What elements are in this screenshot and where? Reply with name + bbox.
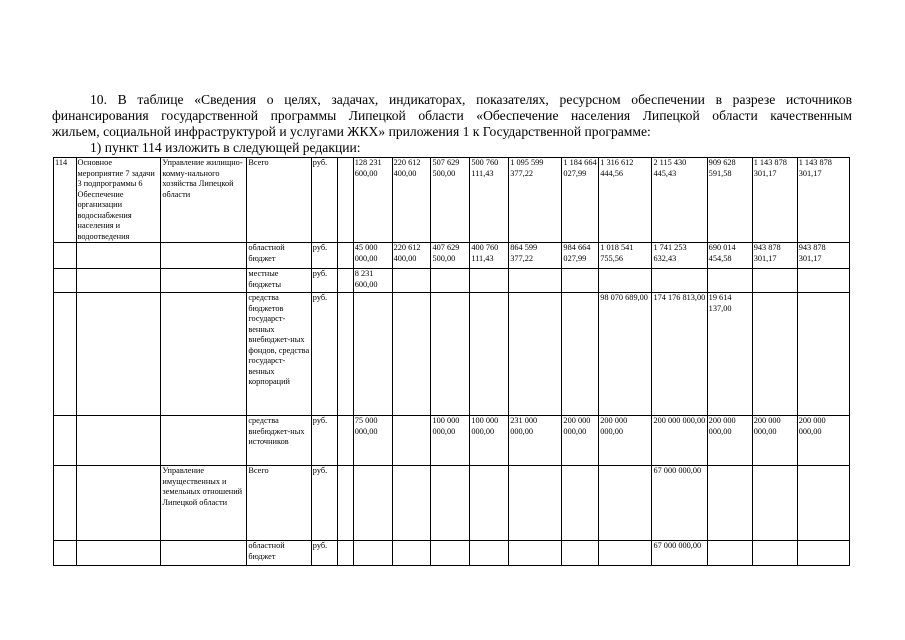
value-cell: 1 143 878 301,17: [797, 158, 849, 243]
source-cell: средства внебюджет-ных источников: [247, 416, 311, 466]
value-cell: [797, 541, 849, 566]
value-cell: [599, 269, 652, 293]
value-cell: [431, 466, 470, 541]
row-number-cell: [54, 269, 77, 293]
table-row: [54, 416, 850, 466]
value-cell: [338, 541, 353, 566]
value-cell: 1 316 612 444,56: [599, 158, 652, 243]
measure-cell: [76, 293, 161, 416]
value-cell: [353, 293, 392, 416]
value-cell: [509, 293, 562, 416]
unit-cell: руб.: [311, 466, 338, 541]
value-cell: 98 070 689,00: [599, 293, 652, 416]
row-number-cell: [54, 541, 77, 566]
value-cell: 1 741 253 632,43: [652, 243, 707, 269]
measure-cell: [76, 269, 161, 293]
executor-cell: [161, 243, 247, 269]
intro-paragraph-line-1: 10. В таблице «Сведения о целях, задачах, индикаторах, показателях, ресурсном обеспечении в разрезе источников: [90, 92, 852, 107]
value-cell: 200 000 000,00: [752, 416, 797, 466]
value-cell: [470, 269, 509, 293]
value-cell: 200 000 000,00: [797, 416, 849, 466]
value-cell: [797, 293, 849, 416]
unit-cell: руб.: [311, 416, 338, 466]
value-cell: 67 000 000,00: [652, 466, 707, 541]
value-cell: [562, 293, 599, 416]
unit-cell: руб.: [311, 541, 338, 566]
value-cell: 100 000 000,00: [431, 416, 470, 466]
value-cell: [752, 541, 797, 566]
value-cell: 45 000 000,00: [353, 243, 392, 269]
value-cell: [562, 269, 599, 293]
table-row: [54, 269, 850, 293]
unit-cell: руб.: [311, 293, 338, 416]
value-cell: [752, 269, 797, 293]
table-body: [54, 158, 850, 566]
program-table: [53, 157, 850, 566]
value-cell: [431, 541, 470, 566]
executor-cell: Управление жилищно-комму-нального хозяйства Липецкой области: [161, 158, 247, 243]
value-cell: [509, 269, 562, 293]
value-cell: 690 014 454,58: [707, 243, 752, 269]
value-cell: [599, 466, 652, 541]
value-cell: [752, 293, 797, 416]
value-cell: [509, 466, 562, 541]
value-cell: [562, 466, 599, 541]
value-cell: 2 115 430 445,43: [652, 158, 707, 243]
value-cell: 220 612 400,00: [392, 243, 431, 269]
value-cell: [338, 269, 353, 293]
value-cell: [353, 541, 392, 566]
measure-cell: [76, 416, 161, 466]
value-cell: [599, 541, 652, 566]
measure-cell: [76, 541, 161, 566]
intro-paragraph-line-2: финансирования государственной программы Липецкой области «Обеспечение населения Липецкой области качественным: [52, 108, 852, 123]
source-cell: местные бюджеты: [247, 269, 311, 293]
item-instruction: 1) пункт 114 изложить в следующей редакции:: [90, 140, 361, 155]
value-cell: [431, 269, 470, 293]
value-cell: 500 760 111,43: [470, 158, 509, 243]
value-cell: 231 000 000,00: [509, 416, 562, 466]
value-cell: 19 614 137,00: [707, 293, 752, 416]
value-cell: 128 231 600,00: [353, 158, 392, 243]
value-cell: [752, 466, 797, 541]
executor-cell: [161, 269, 247, 293]
source-cell: средства бюджетов государст-венных внебюджет-ных фондов, средства государст-венных корпораций: [247, 293, 311, 416]
value-cell: [707, 269, 752, 293]
table-row: [54, 293, 850, 416]
table-row: [54, 466, 850, 541]
value-cell: [431, 293, 470, 416]
value-cell: [338, 293, 353, 416]
source-cell: областной бюджет: [247, 243, 311, 269]
unit-cell: руб.: [311, 243, 338, 269]
value-cell: 8 231 600,00: [353, 269, 392, 293]
executor-cell: [161, 293, 247, 416]
value-cell: [470, 541, 509, 566]
value-cell: [392, 269, 431, 293]
measure-cell: Основное мероприятие 7 задачи 3 подпрограммы 6 Обеспечение организации водоснабжения населения и водоотведения: [76, 158, 161, 243]
value-cell: 75 000 000,00: [353, 416, 392, 466]
value-cell: 943 878 301,17: [797, 243, 849, 269]
row-number-cell: [54, 466, 77, 541]
value-cell: [338, 158, 353, 243]
value-cell: 984 664 027,99: [562, 243, 599, 269]
value-cell: [652, 269, 707, 293]
executor-cell: [161, 541, 247, 566]
value-cell: [707, 541, 752, 566]
value-cell: 220 612 400,00: [392, 158, 431, 243]
source-cell: областной бюджет: [247, 541, 311, 566]
value-cell: [707, 466, 752, 541]
value-cell: 1 184 664 027,99: [562, 158, 599, 243]
unit-cell: руб.: [311, 158, 338, 243]
value-cell: [509, 541, 562, 566]
value-cell: [353, 466, 392, 541]
value-cell: 174 176 813,00: [652, 293, 707, 416]
value-cell: [338, 243, 353, 269]
value-cell: 1 018 541 755,56: [599, 243, 652, 269]
value-cell: [797, 269, 849, 293]
value-cell: 200 000 000,00: [599, 416, 652, 466]
intro-paragraph-line-3: жильем, социальной инфраструктурой и услугами ЖКХ» приложения 1 к Государственной программе:: [52, 124, 651, 139]
value-cell: 100 000 000,00: [470, 416, 509, 466]
value-cell: [392, 293, 431, 416]
row-number-cell: [54, 293, 77, 416]
value-cell: [338, 466, 353, 541]
source-cell: Всего: [247, 158, 311, 243]
executor-cell: [161, 416, 247, 466]
measure-cell: [76, 243, 161, 269]
row-number-cell: [54, 243, 77, 269]
executor-cell: Управление имущественных и земельных отношений Липецкой области: [161, 466, 247, 541]
unit-cell: руб.: [311, 269, 338, 293]
value-cell: [392, 466, 431, 541]
value-cell: 400 760 111,43: [470, 243, 509, 269]
value-cell: 1 143 878 301,17: [752, 158, 797, 243]
value-cell: [470, 466, 509, 541]
table-row: [54, 541, 850, 566]
value-cell: 200 000 000,00: [652, 416, 707, 466]
value-cell: [797, 466, 849, 541]
row-number-cell: [54, 416, 77, 466]
value-cell: [392, 416, 431, 466]
table-row: [54, 243, 850, 269]
value-cell: 864 599 377,22: [509, 243, 562, 269]
value-cell: 909 628 591,58: [707, 158, 752, 243]
value-cell: 1 095 599 377,22: [509, 158, 562, 243]
source-cell: Всего: [247, 466, 311, 541]
measure-cell: [76, 466, 161, 541]
value-cell: 407 629 500,00: [431, 243, 470, 269]
value-cell: [338, 416, 353, 466]
row-number-cell: 114: [54, 158, 77, 243]
value-cell: 507 629 500,00: [431, 158, 470, 243]
value-cell: [470, 293, 509, 416]
value-cell: 200 000 000,00: [562, 416, 599, 466]
value-cell: 943 878 301,17: [752, 243, 797, 269]
value-cell: [392, 541, 431, 566]
value-cell: [562, 541, 599, 566]
value-cell: 200 000 000,00: [707, 416, 752, 466]
value-cell: 67 000 000,00: [652, 541, 707, 566]
table-row: [54, 158, 850, 243]
